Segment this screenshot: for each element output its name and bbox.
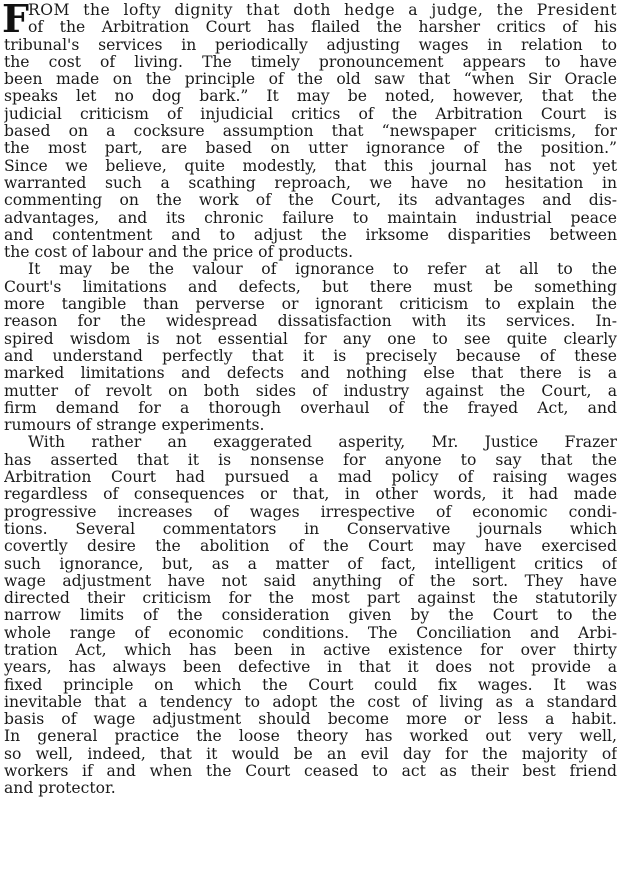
text-line: mutter of revolt on both sides of industry against the Court, a [4, 382, 617, 400]
text-line: based on a cocksure assumption that “newspaper criticisms, for [4, 123, 617, 141]
text-line: more tangible than perverse or ignorant criticism to explain the [4, 296, 617, 314]
text-line: inevitable that a tendency to adopt the cost of living as a standard [4, 693, 617, 711]
text-line: With rather an exaggerated asperity, Mr. Justice Frazer [28, 434, 617, 452]
text-line: basis of wage adjustment should become more or less a habit. [4, 711, 617, 729]
text-line: advantages, and its chronic failure to maintain industrial peace [4, 209, 617, 227]
text-line: so well, indeed, that it would be an evil day for the majority of [4, 745, 617, 763]
text-line: It may be the valour of ignorance to refer at all to the [28, 261, 617, 279]
text-line: wage adjustment have not said anything of the sort. They have [4, 572, 617, 590]
text-line: speaks let no dog bark.” It may be noted, however, that the [4, 88, 617, 106]
text-line: workers if and when the Court ceased to act as their best friend [4, 763, 617, 781]
drop-cap: F [2, 0, 29, 41]
text-line: the most part, are based on utter ignorance of the position.” [4, 140, 617, 158]
text-line: has asserted that it is nonsense for anyone to say that the [4, 451, 617, 469]
text-line: Arbitration Court had pursued a mad policy of raising wages [4, 469, 617, 487]
text-line: judicial criticism of injudicial critics of the Arbitration Court is [4, 105, 617, 123]
text-line: In general practice the loose theory has worked out very well, [4, 728, 617, 746]
text-line: the cost of living. The timely pronouncement appears to have [4, 53, 617, 71]
text-line: spired wisdom is not essential for any one to see quite clearly [4, 330, 617, 348]
text-line: years, has always been defective in that it does not provide a [4, 659, 617, 677]
text-line: whole range of economic conditions. The Conciliation and Arbi- [4, 624, 617, 642]
text-line: and understand perfectly that it is precisely because of these [4, 347, 617, 365]
text-line: reason for the widespread dissatisfaction with its services. In- [4, 313, 617, 331]
text-line: regardless of consequences or that, in other words, it had made [4, 486, 617, 504]
text-line: directed their criticism for the most part against the statutorily [4, 590, 617, 608]
text-line: covertly desire the abolition of the Court may have exercised [4, 538, 617, 556]
text-line: tions. Several commentators in Conservative journals which [4, 520, 617, 538]
text-line: firm demand for a thorough overhaul of the frayed Act, and [4, 399, 617, 417]
text-line: rumours of strange experiments. [4, 417, 265, 435]
text-line: progressive increases of wages irrespective of economic condi- [4, 503, 617, 521]
text-line: ROM the lofty dignity that doth hedge a judge, the President [28, 2, 617, 19]
text-line: commenting on the work of the Court, its advantages and dis- [4, 192, 617, 210]
text-line: narrow limits of the consideration given by the Court to the [4, 607, 617, 625]
text-line: Since we believe, quite modestly, that this journal has not yet [4, 157, 617, 175]
text-line: and contentment and to adjust the irksome disparities between [4, 226, 617, 244]
text-line: Court's limitations and defects, but there must be something [4, 278, 617, 296]
text-line: marked limitations and defects and nothing else that there is a [4, 365, 617, 383]
text-line: the cost of labour and the price of products. [4, 244, 354, 262]
article-body [4, 2, 617, 798]
text-line: such ignorance, but, as a matter of fact, intelligent critics of [4, 555, 617, 573]
text-line: tration Act, which has been in active existence for over thirty [4, 641, 617, 659]
text-line: and protector. [4, 780, 116, 798]
text-line: tribunal's services in periodically adjusting wages in relation to [4, 36, 617, 54]
text-line: fixed principle on which the Court could fix wages. It was [4, 676, 617, 694]
text-line: of the Arbitration Court has flailed the harsher critics of his [28, 19, 617, 37]
text-line: been made on the principle of the old saw that “when Sir Oracle [4, 71, 617, 89]
text-line: warranted such a scathing reproach, we have no hesitation in [4, 174, 617, 192]
